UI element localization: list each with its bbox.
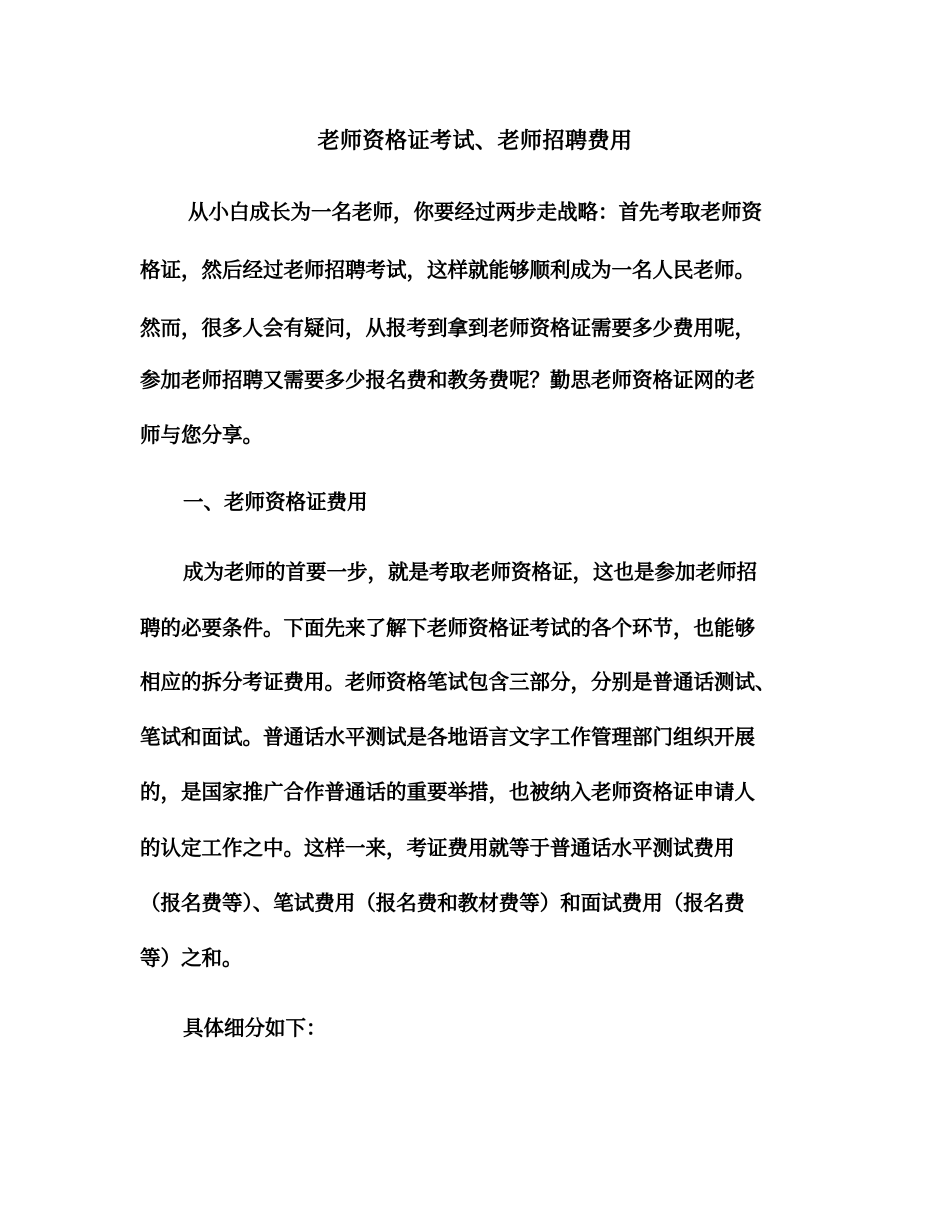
body-line: 成为老师的首要一步，就是考取老师资格证，这也是参加老师招	[183, 560, 757, 584]
body-line: 的认定工作之中。这样一来，考证费用就等于普通话水平测试费用	[140, 836, 735, 860]
intro-line: 参加老师招聘又需要多少报名费和教务费呢？勤思老师资格证网的老	[140, 368, 755, 392]
intro-line: 格证，然后经过老师招聘考试，这样就能够顺利成为一名人民老师。	[140, 258, 755, 282]
closing-line: 具体细分如下：	[183, 1016, 327, 1040]
body-line: 聘的必要条件。下面先来了解下老师资格证考试的各个环节，也能够	[140, 616, 755, 640]
body-line: 笔试和面试。普通话水平测试是各地语言文字工作管理部门组织开展	[140, 725, 755, 749]
body-line: 相应的拆分考证费用。老师资格笔试包含三部分，分别是普通话测试、	[140, 670, 776, 694]
section-heading: 一、老师资格证费用	[183, 490, 368, 514]
body-line: 等）之和。	[140, 946, 243, 970]
intro-line: 师与您分享。	[140, 423, 263, 447]
body-line: （报名费等）、笔试费用（报名费和教材费等）和面试费用（报名费	[140, 891, 745, 915]
body-line: 的，是国家推广合作普通话的重要举措，也被纳入老师资格证申请人	[140, 780, 755, 804]
intro-line: 然而，很多人会有疑问，从报考到拿到老师资格证需要多少费用呢，	[140, 316, 755, 340]
document-title: 老师资格证考试、老师招聘费用	[317, 128, 633, 154]
intro-line: 从小白成长为一名老师，你要经过两步走战略：首先考取老师资	[188, 200, 762, 224]
